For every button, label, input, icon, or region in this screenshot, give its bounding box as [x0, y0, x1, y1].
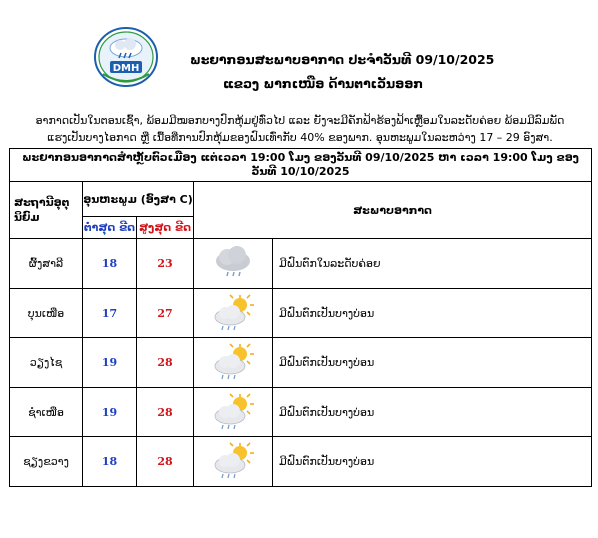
min-temp-value: 19	[83, 338, 137, 388]
min-temp-value: 19	[83, 387, 137, 437]
station-name: ຊຽງຂວາງ	[10, 437, 83, 487]
weather-icon-cell	[194, 338, 273, 388]
max-temp-header: ສູງສຸດ ຂີດ	[137, 217, 194, 239]
max-temp-value: 27	[137, 288, 194, 338]
station-name: ຊຳເໜືອ	[10, 387, 83, 437]
table-row	[10, 387, 592, 437]
table-row	[10, 437, 592, 487]
max-temp-value: 28	[137, 437, 194, 487]
forecast-title: ພະຍາກອນສະພາບອາກາດ ປະຈຳວັນທີ 09/10/2025	[190, 52, 495, 67]
min-temp-value: 18	[83, 437, 137, 487]
forecast-period-header: ພະຍາກອນອາກາດສຳຫຼັບຕົວເມືອງ ແຕ່ເວລາ 19:00 ໂມງ ຂອງວັນທີ 09/10/2025 ຫາ ເວລາ 19:00 ໂມງ ຂອງວັນທີ 10/10/2025	[10, 149, 592, 182]
forecast-description	[20, 112, 580, 146]
min-temp-value: 18	[83, 239, 137, 289]
min-temp-header: ຕ່ຳສຸດ ຂີດ	[83, 217, 137, 239]
rain-cloud-icon	[211, 244, 255, 280]
weather-icon-cell	[194, 288, 273, 338]
condition-column-header: ສະພາບອາກາດ	[194, 182, 592, 239]
temperature-column-header: ອຸນຫະພູມ (ອົງສາ C)	[83, 182, 194, 217]
forecast-rows	[10, 239, 592, 487]
min-temp-value: 17	[83, 288, 137, 338]
station-column-header: ສະຖານີອຸຕຸນິຍົມ	[10, 182, 83, 239]
station-name: ບຸນເໜືອ	[10, 288, 83, 338]
station-name: ວຽງໄຊ	[10, 338, 83, 388]
description-line-1: ອາກາດເປັນໃນຕອນເຊົ້າ, ພ້ອມມີໝອກບາງປົກຫຸ້ມຢູ່ທົ່ວໄປ ແລະ ຍັງຈະມີຄັກຟ້າຮ້ອງຟ້າເຫຼື້ອມໃນລະດັບຄ່ອຍ ພ້ອມມີລົມພັດ	[35, 114, 565, 127]
weather-condition: ມີຝົນຕົກເປັນບາງບ່ອນ	[273, 387, 592, 437]
weather-condition: ມີຝົນຕົກເປັນບາງບ່ອນ	[273, 338, 592, 388]
description-line-2: ແຮງເປັນບາງໄອກາດ ຫຼື ເນື້ອທີ່ການປົກຫຸ້ມຂອງຝົນເທົ່າກັບ 40% ຂອງພາກ. ອຸນຫະພູມໃນລະຫວ່າງ 17 – 29 ອົງສາ.	[47, 131, 553, 144]
sun-cloud-rain-icon	[210, 392, 256, 430]
max-temp-value: 28	[137, 387, 194, 437]
table-row	[10, 288, 592, 338]
weather-condition: ມີຝົນຕົກໃນລະດັບຄ່ອຍ	[273, 239, 592, 289]
svg-text:DMH: DMH	[112, 63, 140, 74]
forecast-table	[9, 148, 592, 487]
weather-condition: ມີຝົນຕົກເປັນບາງບ່ອນ	[273, 288, 592, 338]
table-row	[10, 239, 592, 289]
max-temp-value: 28	[137, 338, 194, 388]
sun-cloud-rain-icon	[210, 293, 256, 331]
weather-condition: ມີຝົນຕົກເປັນບາງບ່ອນ	[273, 437, 592, 487]
max-temp-value: 23	[137, 239, 194, 289]
station-name: ຜົ້ງສາລີ	[10, 239, 83, 289]
table-row	[10, 338, 592, 388]
region-title: ແຂວງ ພາກເໜືອ ດ້ານຕາເວັນອອກ	[223, 76, 424, 91]
dmh-logo	[93, 26, 159, 88]
weather-icon-cell	[194, 387, 273, 437]
sun-cloud-rain-icon	[210, 441, 256, 479]
weather-icon-cell	[194, 437, 273, 487]
sun-cloud-rain-icon	[210, 342, 256, 380]
weather-icon-cell	[194, 239, 273, 289]
